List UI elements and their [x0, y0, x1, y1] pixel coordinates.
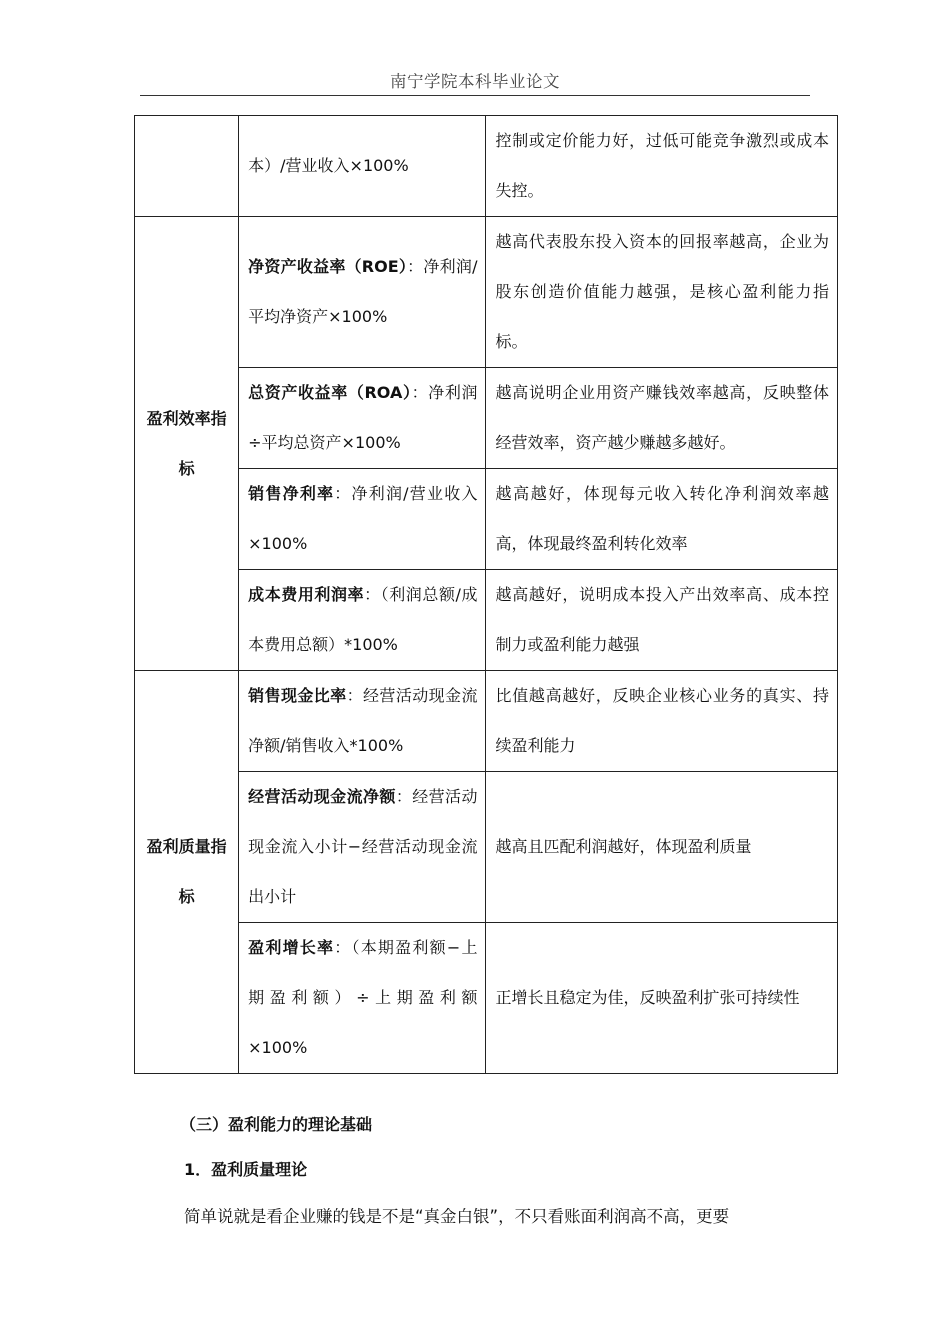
metric-formula: ：经营活动现金流净额/销售收入*100%: [248, 686, 478, 755]
table-row: [135, 368, 838, 469]
metric-description-cell: 越高且匹配利润越好，体现盈利质量: [486, 772, 838, 923]
metric-term: 盈利增长率: [248, 938, 335, 957]
table-row: [135, 923, 838, 1074]
metric-description-cell: 比值越高越好，反映企业核心业务的真实、持续盈利能力: [486, 671, 838, 772]
metric-definition-cell: [239, 217, 486, 368]
category-cell: [135, 116, 239, 217]
body-paragraph: 简单说就是看企业赚的钱是不是“真金白银”，不只看账面利润高不高，更要: [184, 1207, 730, 1226]
table-row: [135, 116, 838, 217]
metric-term: 销售净利率: [248, 484, 335, 503]
table-row: [135, 772, 838, 923]
metric-description-cell: 越高代表股东投入资本的回报率越高，企业为股东创造价值能力越强，是核心盈利能力指标。: [486, 217, 838, 368]
metric-definition-cell: [239, 469, 486, 570]
metric-description-cell: 控制或定价能力好，过低可能竞争激烈或成本失控。: [486, 116, 838, 217]
metric-formula: ：（利润总额/成本费用总额）*100%: [248, 585, 478, 654]
metric-description-cell: 越高越好，体现每元收入转化净利润效率越高，体现最终盈利转化效率: [486, 469, 838, 570]
metric-definition-cell: [239, 116, 486, 217]
metric-formula: ：经营活动现金流入小计−经营活动现金流出小计: [248, 787, 478, 906]
metric-definition-cell: [239, 923, 486, 1074]
metric-term: 经营活动现金流净额: [248, 787, 396, 806]
metric-formula: ：净利润/营业收入×100%: [248, 484, 478, 553]
metric-term: 销售现金比率: [248, 686, 347, 705]
metric-term: 总资产收益率（ROA）: [248, 383, 412, 402]
metric-definition-cell: [239, 368, 486, 469]
table-row: [135, 217, 838, 368]
metric-description-cell: 正增长且稳定为佳，反映盈利扩张可持续性: [486, 923, 838, 1074]
metric-description-cell: 越高说明企业用资产赚钱效率越高，反映整体经营效率，资产越少赚越多越好。: [486, 368, 838, 469]
metric-definition-cell: [239, 671, 486, 772]
metric-description-cell: 越高越好，说明成本投入产出效率高、成本控制力或盈利能力越强: [486, 570, 838, 671]
profitability-metrics-table: [134, 115, 838, 1074]
category-cell: 盈利质量指标: [135, 671, 239, 1074]
metric-formula: ：净利润/平均净资产×100%: [248, 257, 478, 326]
metric-term: 净资产收益率（ROE）: [248, 257, 408, 276]
category-cell: 盈利效率指标: [135, 217, 239, 671]
table-row: [135, 570, 838, 671]
subsection-heading: 1．盈利质量理论: [184, 1160, 308, 1179]
metric-definition-cell: [239, 570, 486, 671]
metric-formula: ：（本期盈利额−上期盈利额）÷上期盈利额×100%: [248, 938, 478, 1057]
section-heading: （三）盈利能力的理论基础: [180, 1115, 373, 1134]
table-row: [135, 671, 838, 772]
metric-term: 成本费用利润率: [248, 585, 365, 604]
page-header: 南宁学院本科毕业论文: [140, 68, 810, 96]
metric-definition-cell: [239, 772, 486, 923]
metric-formula: 本）/营业收入×100%: [248, 156, 409, 175]
metric-formula: ：净利润÷平均总资产×100%: [248, 383, 478, 452]
table-row: [135, 469, 838, 570]
